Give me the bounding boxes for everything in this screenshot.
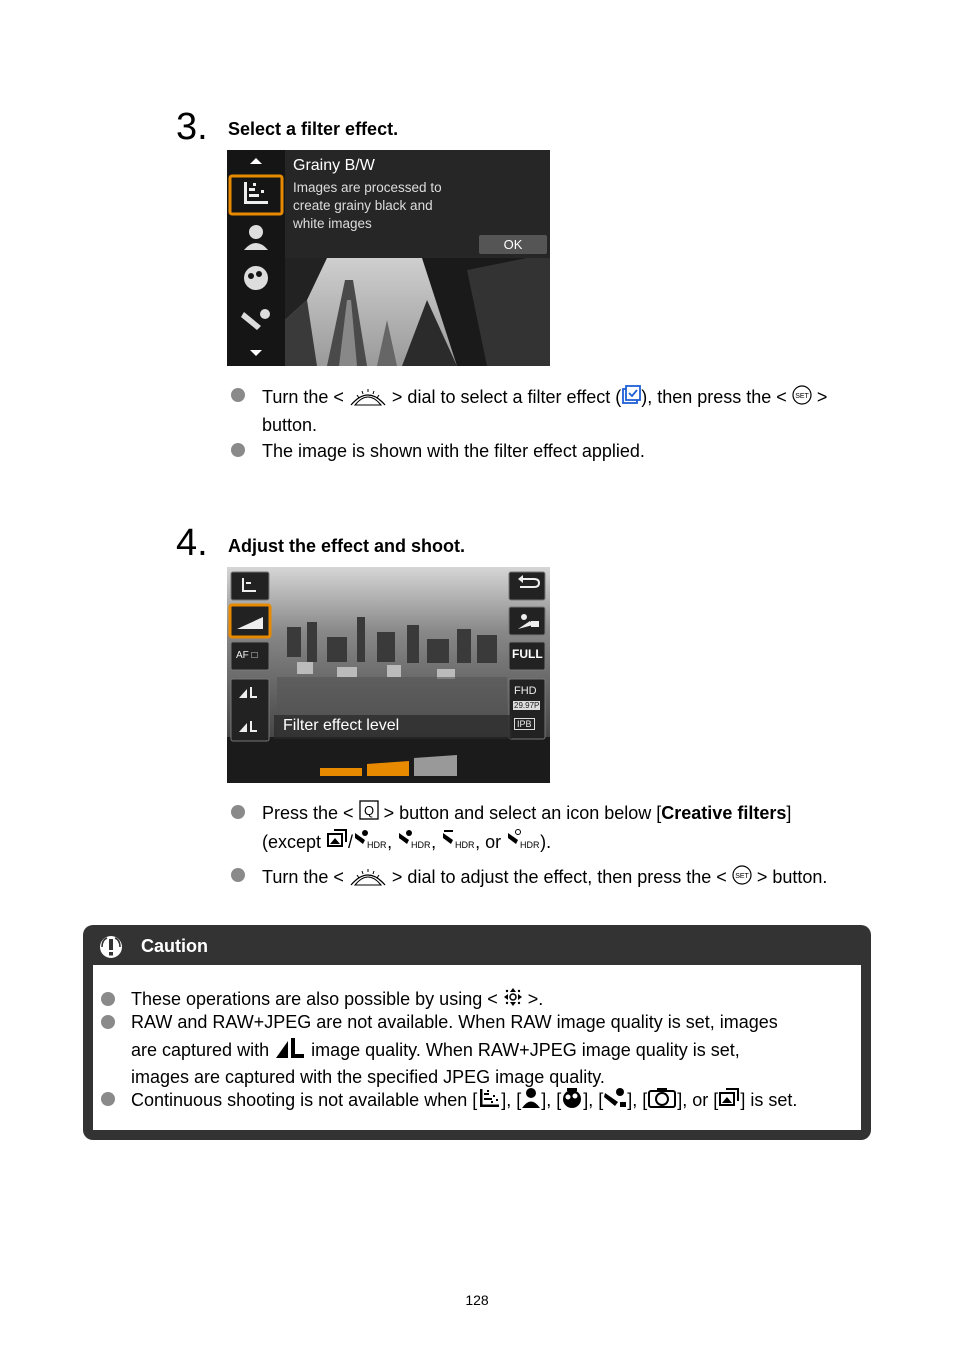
caution-bullet-1: These operations are also possible by using < >. bbox=[131, 987, 543, 1013]
svg-text:SET: SET bbox=[795, 393, 809, 400]
svg-text:HDR: HDR bbox=[520, 840, 540, 851]
step-4-number: 4. bbox=[176, 522, 208, 564]
step-3-number: 3. bbox=[176, 106, 208, 148]
toy-camera-icon bbox=[561, 1087, 583, 1115]
filter-level-screen-graphic bbox=[227, 567, 550, 783]
hdr-art-vivid-icon bbox=[353, 828, 387, 858]
main-dial-icon bbox=[349, 383, 387, 413]
step-4-bullet-1: Press the < Q > button and select an icon below [Creative filters] (except / HDR , HDR , HDR , or HDR ). bbox=[262, 800, 902, 858]
caution-title: Caution bbox=[141, 936, 208, 956]
hdr-art-embossed-icon bbox=[441, 828, 475, 858]
ok-button[interactable]: OK bbox=[503, 237, 523, 252]
step-4-bullet-2: Turn the < > dial to adjust the effect, then press the < SET > button. bbox=[262, 863, 902, 893]
bullet bbox=[231, 443, 245, 457]
frame-rate-badge: 29.97P bbox=[514, 701, 540, 710]
af-label: AF □ bbox=[236, 650, 258, 661]
description-line-2: create grainy black and bbox=[293, 198, 433, 213]
hdr-art-standard-icon bbox=[326, 828, 348, 858]
filter-select-screen bbox=[227, 150, 550, 366]
description-line-3: white images bbox=[293, 216, 372, 231]
step-3-bullet-1: Turn the < > dial to select a filter effect ( ), then press the < SET > button. bbox=[262, 383, 902, 437]
large-fine-quality-icon bbox=[274, 1037, 306, 1065]
fish-eye-icon bbox=[647, 1087, 677, 1115]
bullet bbox=[101, 992, 115, 1006]
soft-focus-portrait-icon bbox=[521, 1087, 541, 1115]
ipb-badge: IPB bbox=[514, 718, 535, 730]
svg-text:HDR: HDR bbox=[367, 840, 387, 851]
step-3-bullet-2: The image is shown with the filter effect applied. bbox=[262, 441, 645, 461]
hdr-standard-icon bbox=[506, 828, 540, 858]
caution-bullet-2: RAW and RAW+JPEG are not available. When RAW image quality is set, images are captured with image quality. When RAW+JPEG image quality is set, images are captured with the specified JPEG image quality. bbox=[131, 1012, 778, 1087]
set-button-icon bbox=[792, 385, 812, 411]
description-line-1: Images are processed to bbox=[293, 180, 442, 195]
movie-quality-full-button[interactable]: FULL bbox=[512, 647, 543, 661]
filter-level-screen bbox=[227, 567, 550, 783]
caution-icon bbox=[99, 935, 123, 964]
bullet bbox=[101, 1092, 115, 1106]
bullet bbox=[231, 388, 245, 402]
step-3-title: Select a filter effect. bbox=[228, 119, 399, 139]
main-dial-icon bbox=[349, 863, 387, 893]
effect-name: Grainy B/W bbox=[293, 157, 375, 174]
svg-text:Q: Q bbox=[363, 803, 374, 819]
water-painting-icon bbox=[603, 1087, 627, 1115]
creative-filter-icon bbox=[621, 385, 641, 411]
filter-effect-level-label: Filter effect level bbox=[283, 717, 400, 734]
svg-text:SET: SET bbox=[735, 873, 749, 880]
grainy-bw-icon bbox=[477, 1087, 501, 1115]
q-button-icon bbox=[359, 800, 379, 828]
bullet bbox=[231, 868, 245, 882]
hdr-art-bold-icon bbox=[397, 828, 431, 858]
bullet bbox=[231, 805, 245, 819]
set-button-icon bbox=[732, 865, 752, 891]
fhd-badge: FHD bbox=[514, 685, 537, 697]
hdr-art-standard-icon bbox=[718, 1087, 740, 1115]
svg-text:HDR: HDR bbox=[411, 840, 431, 851]
svg-text:HDR: HDR bbox=[455, 840, 475, 851]
caution-bullet-3: Continuous shooting is not available when [ ], [ ], [ ], [ ], [ ], or [ ] is set. bbox=[131, 1087, 851, 1115]
bullet bbox=[101, 1015, 115, 1029]
effect-description bbox=[293, 179, 442, 233]
page-number: 128 bbox=[465, 1292, 489, 1308]
step-4-title: Adjust the effect and shoot. bbox=[228, 536, 466, 556]
